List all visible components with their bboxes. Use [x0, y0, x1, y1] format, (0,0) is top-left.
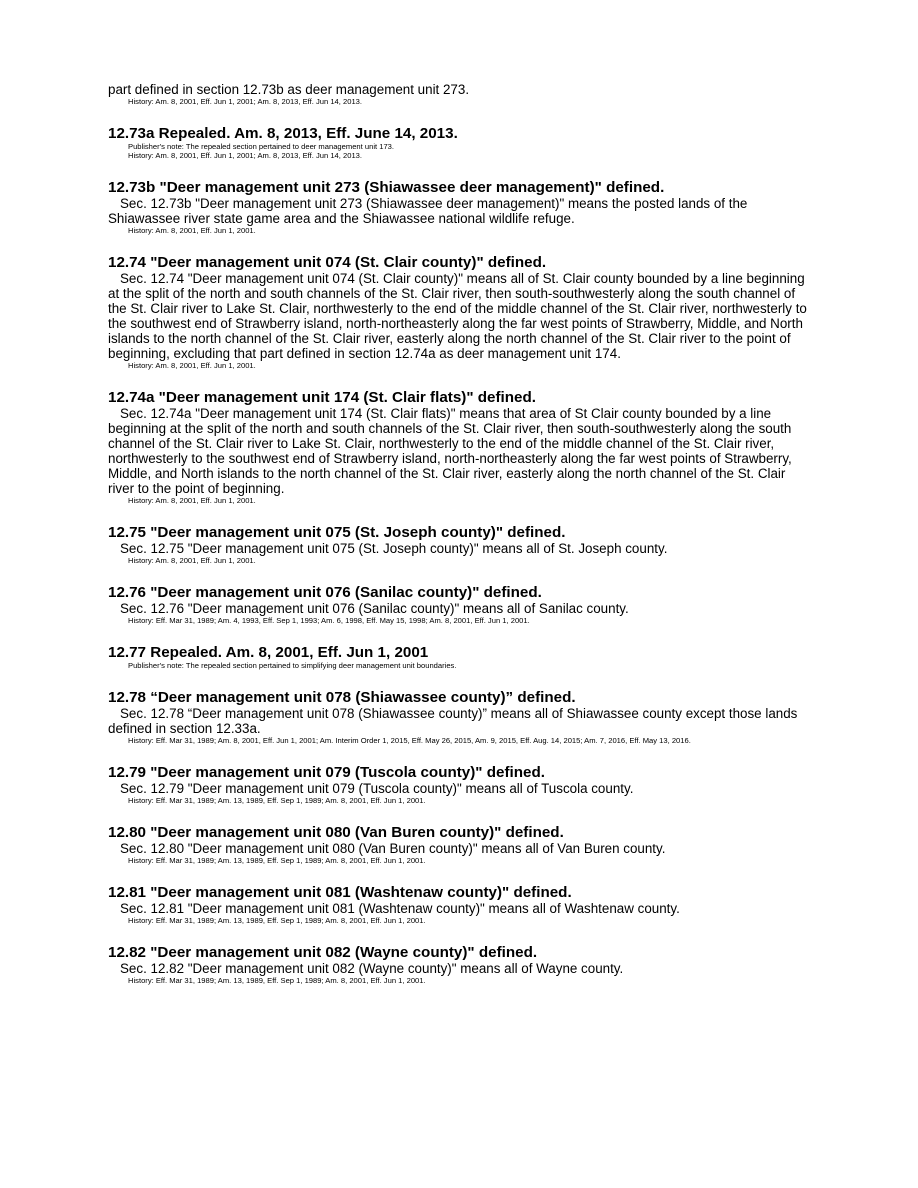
- section-body: Sec. 12.73b "Deer management unit 273 (Shiawassee deer management)" means the posted lands of the Shiawassee river state game area and the Shiawassee national wildlife refuge.: [108, 196, 748, 226]
- section-history: History: Am. 8, 2001, Eff. Jun 1, 2001.: [128, 361, 256, 370]
- rule-section: [108, 644, 808, 670]
- section-heading: 12.75 "Deer management unit 075 (St. Joseph county)" defined.: [108, 524, 566, 541]
- section-body: Sec. 12.76 "Deer management unit 076 (Sanilac county)" means all of Sanilac county.: [120, 601, 629, 616]
- rule-section: [108, 584, 808, 625]
- section-heading: 12.74 "Deer management unit 074 (St. Clair county)" defined.: [108, 254, 547, 271]
- section-history: History: Eff. Mar 31, 1989; Am. 8, 2001, Eff. Jun 1, 2001; Am. Interim Order 1, 2015, Eff. May 26, 2015, Am. 9, 2015, Eff. Aug. 14, 2015; Am. 7, 2016, Eff. May 13, 2016.: [128, 736, 691, 745]
- rule-section: [108, 824, 808, 865]
- section-history: History: Am. 8, 2001, Eff. Jun 1, 2001.: [128, 496, 256, 505]
- rule-section: [108, 125, 808, 160]
- section-body: Sec. 12.81 "Deer management unit 081 (Washtenaw county)" means all of Washtenaw county.: [120, 901, 680, 916]
- section-heading: 12.81 "Deer management unit 081 (Washtenaw county)" defined.: [108, 884, 572, 901]
- rule-section: [108, 179, 808, 235]
- intro-history: History: Am. 8, 2001, Eff. Jun 1, 2001; Am. 8, 2013, Eff. Jun 14, 2013.: [128, 97, 363, 106]
- rule-section: [108, 764, 808, 805]
- section-heading: 12.79 "Deer management unit 079 (Tuscola county)" defined.: [108, 764, 545, 781]
- rule-section: [108, 689, 808, 745]
- section-body: Sec. 12.82 "Deer management unit 082 (Wayne county)" means all of Wayne county.: [120, 961, 624, 976]
- section-heading: 12.80 "Deer management unit 080 (Van Buren county)" defined.: [108, 824, 564, 841]
- section-heading: 12.74a "Deer management unit 174 (St. Clair flats)" defined.: [108, 389, 536, 406]
- section-history: History: Eff. Mar 31, 1989; Am. 13, 1989, Eff. Sep 1, 1989; Am. 8, 2001, Eff. Jun 1, 2001.: [128, 856, 426, 865]
- rule-section: [108, 884, 808, 925]
- section-history: History: Eff. Mar 31, 1989; Am. 13, 1989, Eff. Sep 1, 1989; Am. 8, 2001, Eff. Jun 1, 2001.: [128, 976, 426, 985]
- section-history: History: Eff. Mar 31, 1989; Am. 13, 1989, Eff. Sep 1, 1989; Am. 8, 2001, Eff. Jun 1, 2001.: [128, 916, 426, 925]
- section-heading: 12.82 "Deer management unit 082 (Wayne county)" defined.: [108, 944, 538, 961]
- section-body: Sec. 12.75 "Deer management unit 075 (St. Joseph county)" means all of St. Joseph county.: [120, 541, 668, 556]
- intro-block: [108, 82, 808, 106]
- document-page: [108, 82, 808, 985]
- section-heading: 12.77 Repealed. Am. 8, 2001, Eff. Jun 1, 2001: [108, 644, 429, 661]
- rule-section: [108, 524, 808, 565]
- section-body: Sec. 12.80 "Deer management unit 080 (Van Buren county)" means all of Van Buren county.: [120, 841, 666, 856]
- section-history: History: Am. 8, 2001, Eff. Jun 1, 2001; Am. 8, 2013, Eff. Jun 14, 2013.: [128, 151, 363, 160]
- section-body: Sec. 12.74a "Deer management unit 174 (St. Clair flats)" means that area of St Clair county bounded by a line beginning at the split of the north and south channels of the St. Clair river, then south-southwesterly along the south channel of the St. Clair river to Lake St. Clair, northwesterly to the end of the middle channel of the St. Clair river, northwesterly to the southwest end of Strawberry island, north-northeasterly along the far west points of Strawberry, Middle, and North islands to the north channel of the St. Clair river, easterly along the north channel of the St. Clair river to the point of beginning.: [108, 406, 792, 496]
- section-heading: 12.76 "Deer management unit 076 (Sanilac county)" defined.: [108, 584, 542, 601]
- section-body: Sec. 12.74 "Deer management unit 074 (St. Clair county)" means all of St. Clair county bounded by a line beginning at the split of the north and south channels of the St. Clair river, then south-southwesterly along the south channel of the St. Clair river to Lake St. Clair, northwesterly to the end of the middle channel of the St. Clair river, northwesterly to the southwest end of Strawberry island, north-northeasterly along the far west points of Strawberry, Middle, and North islands to the north channel of the St. Clair river, easterly along the north channel of the St. Clair river to the point of beginning, excluding that part defined in section 12.74a as deer management unit 174.: [108, 271, 807, 361]
- publisher-note: Publisher's note: The repealed section pertained to simplifying deer management unit boundaries.: [128, 661, 457, 670]
- section-heading: 12.73b "Deer management unit 273 (Shiawassee deer management)" defined.: [108, 179, 665, 196]
- section-heading: 12.78 “Deer management unit 078 (Shiawassee county)” defined.: [108, 689, 576, 706]
- sections-list: [108, 125, 808, 985]
- publisher-note: Publisher's note: The repealed section pertained to deer management unit 173.: [128, 142, 394, 151]
- rule-section: [108, 254, 808, 370]
- rule-section: [108, 944, 808, 985]
- section-body: Sec. 12.79 "Deer management unit 079 (Tuscola county)" means all of Tuscola county.: [120, 781, 634, 796]
- section-heading: 12.73a Repealed. Am. 8, 2013, Eff. June 14, 2013.: [108, 125, 458, 142]
- section-history: History: Eff. Mar 31, 1989; Am. 13, 1989, Eff. Sep 1, 1989; Am. 8, 2001, Eff. Jun 1, 2001.: [128, 796, 426, 805]
- section-history: History: Am. 8, 2001, Eff. Jun 1, 2001.: [128, 556, 256, 565]
- intro-text: part defined in section 12.73b as deer management unit 273.: [108, 82, 470, 97]
- section-body: Sec. 12.78 “Deer management unit 078 (Shiawassee county)” means all of Shiawassee county except those lands defined in section 12.33a.: [108, 706, 798, 736]
- section-history: History: Am. 8, 2001, Eff. Jun 1, 2001.: [128, 226, 256, 235]
- rule-section: [108, 389, 808, 505]
- section-history: History: Eff. Mar 31, 1989; Am. 4, 1993, Eff. Sep 1, 1993; Am. 6, 1998, Eff. May 15, 1998; Am. 8, 2001, Eff. Jun 1, 2001.: [128, 616, 530, 625]
